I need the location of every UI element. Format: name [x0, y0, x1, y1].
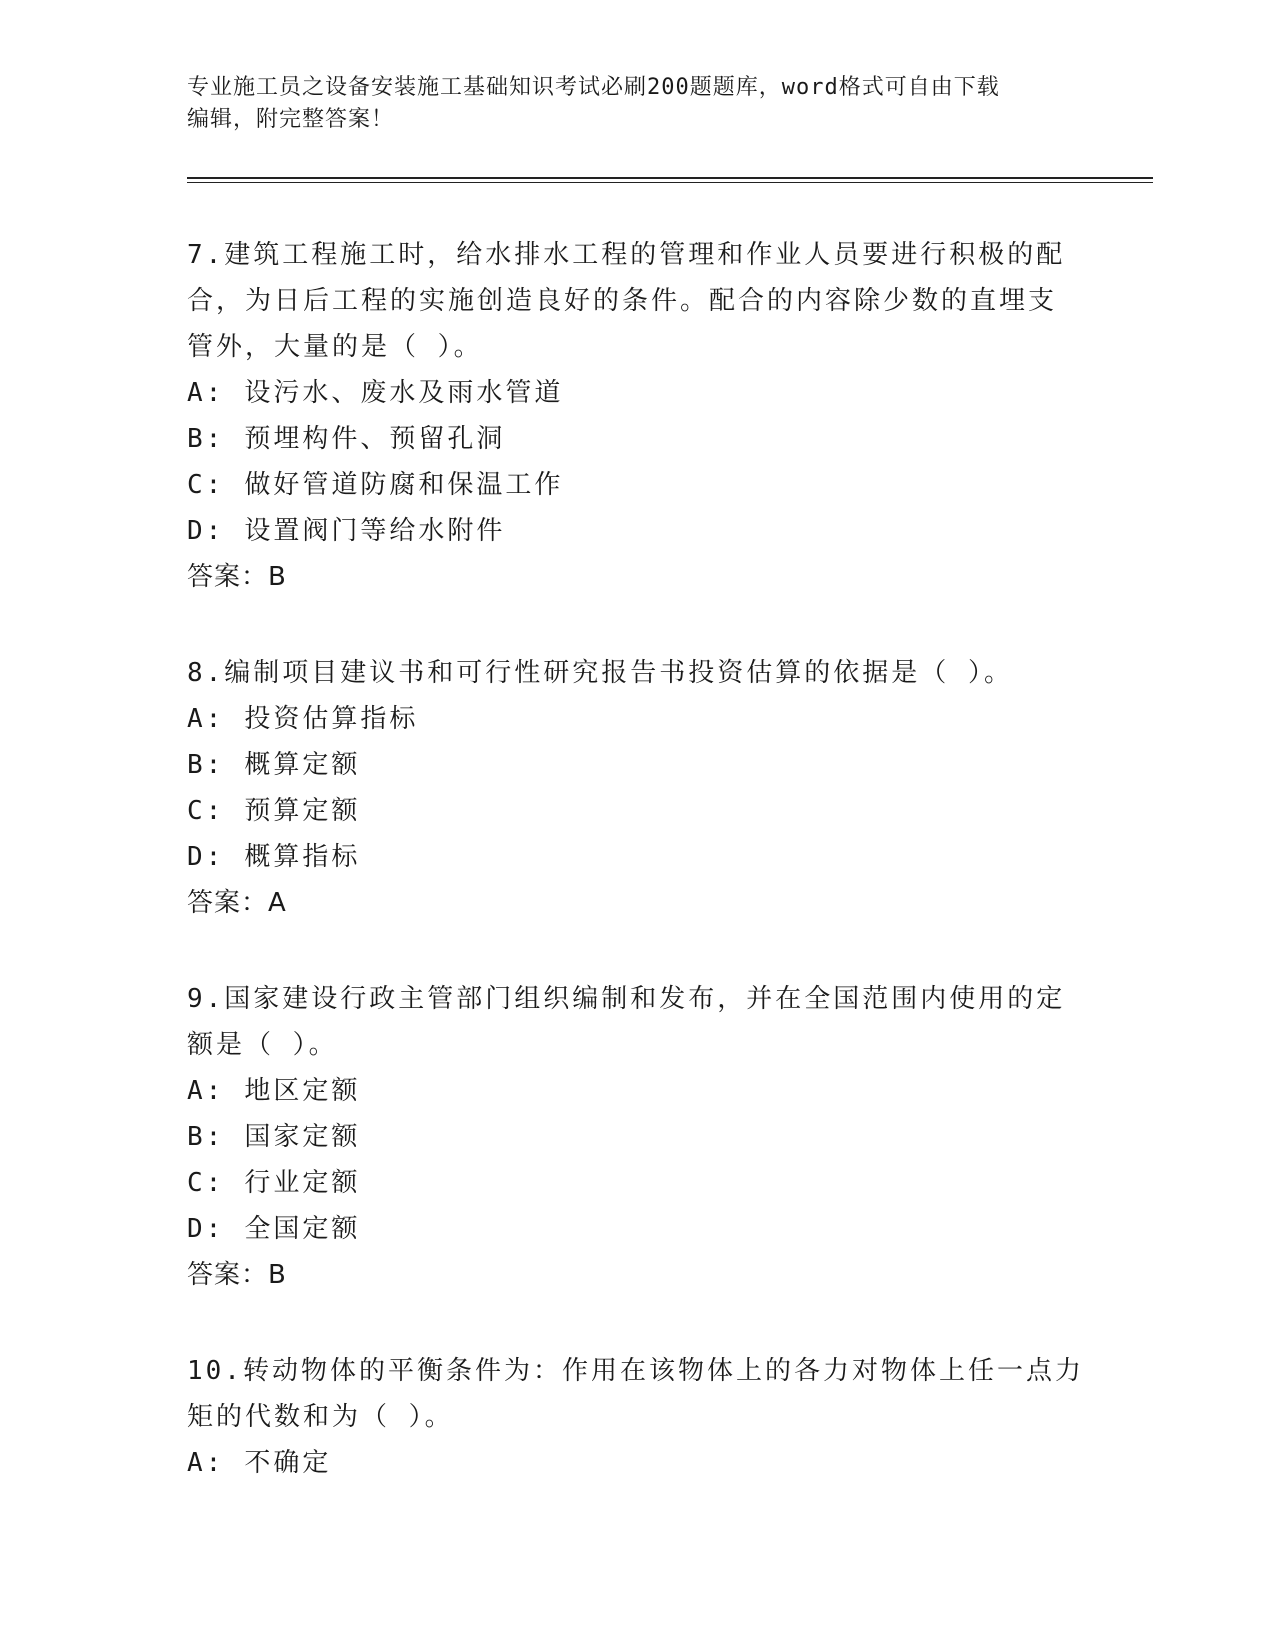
question-block	[187, 232, 1087, 600]
question-stem-line: 8.编制项目建议书和可行性研究报告书投资估算的依据是（ ）。	[187, 658, 1013, 688]
option-letter: C:	[187, 470, 225, 500]
header-divider-thick	[187, 177, 1153, 179]
answer-option	[187, 696, 1087, 742]
option-letter: A:	[187, 378, 225, 408]
option-text: 行业定额	[244, 1168, 361, 1198]
answer-option	[187, 834, 1087, 880]
answer-option	[187, 1114, 1087, 1160]
question-list	[187, 232, 1087, 1536]
answer-option	[187, 1068, 1087, 1114]
option-text: 投资估算指标	[244, 704, 419, 734]
option-text: 概算定额	[244, 750, 361, 780]
option-text: 地区定额	[244, 1076, 361, 1106]
option-letter: B:	[187, 1122, 225, 1152]
question-block	[187, 976, 1087, 1298]
option-letter: A:	[187, 1076, 225, 1106]
header-line-1: 专业施工员之设备安装施工基础知识考试必刷200题题库，word格式可自由下载	[187, 75, 1000, 100]
answer-option	[187, 742, 1087, 788]
question-block	[187, 1348, 1087, 1486]
answer-option	[187, 416, 1087, 462]
answer-option	[187, 1160, 1087, 1206]
option-letter: D:	[187, 842, 225, 872]
document-header	[187, 72, 1067, 136]
option-letter: A:	[187, 704, 225, 734]
option-letter: C:	[187, 796, 225, 826]
option-text: 预算定额	[244, 796, 361, 826]
option-text: 做好管道防腐和保温工作	[244, 470, 564, 500]
answer-key: 答案：B	[187, 562, 287, 592]
option-text: 设污水、废水及雨水管道	[244, 378, 564, 408]
answer-option	[187, 508, 1087, 554]
answer-key: 答案：A	[187, 888, 287, 918]
answer-option	[187, 462, 1087, 508]
question-stem-line: 合，为日后工程的实施创造良好的条件。配合的内容除少数的直埋支	[187, 286, 1058, 316]
question-block	[187, 650, 1087, 926]
question-stem-line: 9.国家建设行政主管部门组织编制和发布，并在全国范围内使用的定	[187, 984, 1066, 1014]
answer-option	[187, 370, 1087, 416]
answer-option	[187, 788, 1087, 834]
option-text: 预埋构件、预留孔洞	[244, 424, 506, 454]
question-stem-line: 矩的代数和为（ ）。	[187, 1402, 454, 1432]
header-divider-thin	[187, 182, 1153, 183]
question-stem-line: 10.转动物体的平衡条件为：作用在该物体上的各力对物体上任一点力	[187, 1356, 1084, 1386]
answer-option	[187, 1440, 1087, 1486]
answer-key: 答案：B	[187, 1260, 287, 1290]
option-text: 全国定额	[244, 1214, 361, 1244]
question-stem-line: 7.建筑工程施工时，给水排水工程的管理和作业人员要进行积极的配	[187, 240, 1066, 270]
question-stem-line: 额是（ ）。	[187, 1030, 338, 1060]
option-letter: D:	[187, 516, 225, 546]
answer-option	[187, 1206, 1087, 1252]
option-text: 不确定	[244, 1448, 332, 1478]
option-letter: D:	[187, 1214, 225, 1244]
option-text: 设置阀门等给水附件	[244, 516, 506, 546]
option-letter: B:	[187, 424, 225, 454]
option-letter: A:	[187, 1448, 225, 1478]
option-letter: C:	[187, 1168, 225, 1198]
question-stem-line: 管外，大量的是（ ）。	[187, 332, 483, 362]
header-line-2: 编辑，附完整答案！	[187, 107, 395, 132]
option-text: 国家定额	[244, 1122, 361, 1152]
option-letter: B:	[187, 750, 225, 780]
option-text: 概算指标	[244, 842, 361, 872]
